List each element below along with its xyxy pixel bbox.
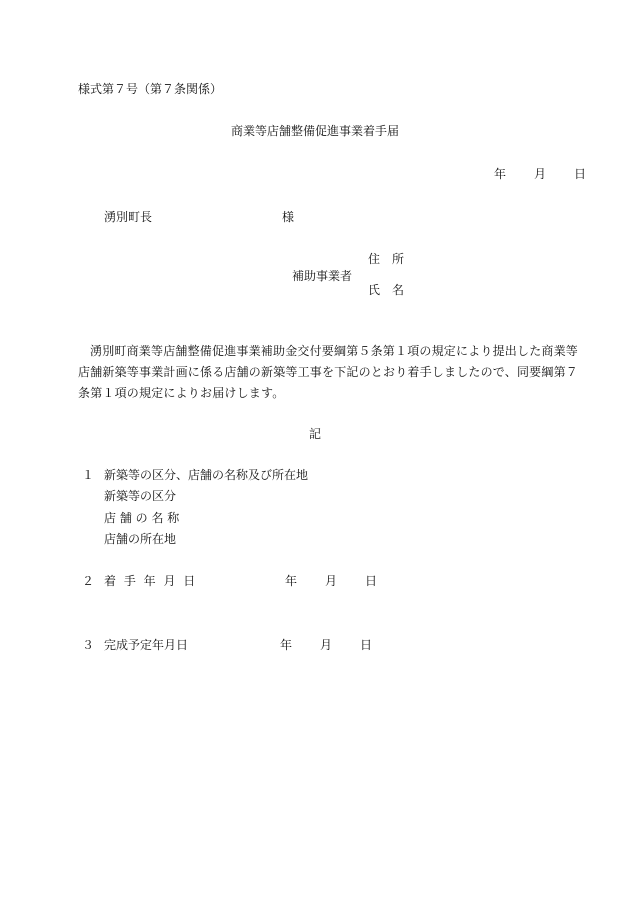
addressee-name: 湧別町長 [104, 210, 153, 224]
item3-year: 年 [280, 638, 293, 652]
date-day: 日 [574, 167, 587, 181]
applicant-name-label: 氏 名 [368, 283, 405, 297]
item2-month: 月 [325, 574, 338, 588]
item2-day: 日 [365, 574, 378, 588]
form-number: 様式第７号（第７条関係） [78, 82, 223, 96]
item2-year: 年 [285, 574, 298, 588]
item2-date [285, 574, 377, 588]
item1-number: １ [82, 468, 95, 482]
item3-date [280, 638, 372, 652]
addressee-honorific: 様 [282, 210, 295, 224]
item2-number: ２ [82, 574, 95, 588]
item3-day: 日 [360, 638, 373, 652]
item1-sub-store-name: 店 舗 の 名 称 [104, 511, 180, 525]
document-title: 商業等店舗整備促進事業着手届 [230, 124, 399, 138]
date-month: 月 [534, 167, 547, 181]
applicant-label: 補助事業者 [292, 269, 353, 283]
item3-number: ３ [82, 638, 95, 652]
item1-sub-category: 新築等の区分 [104, 489, 177, 503]
item2-label: 着 手 年 月 日 [104, 574, 198, 588]
date-year: 年 [494, 167, 507, 181]
item3-month: 月 [320, 638, 333, 652]
date-line [494, 167, 586, 181]
body-paragraph: 湧別町商業等店舗整備促進事業補助金交付要綱第５条第１項の規定により提出した商業等店舗新築等事業計画に係る店舗の新築等工事を下記のとおり着手しましたので、同要綱第７条第１項の規定によりお届けします。 [78, 344, 579, 400]
item1-sub-store-location: 店舗の所在地 [104, 532, 177, 546]
applicant-address-label: 住 所 [368, 252, 405, 266]
ki-heading: 記 [308, 427, 321, 441]
item1-title: 新築等の区分、店舗の名称及び所在地 [104, 468, 309, 482]
item3-label: 完成予定年月日 [104, 638, 189, 652]
